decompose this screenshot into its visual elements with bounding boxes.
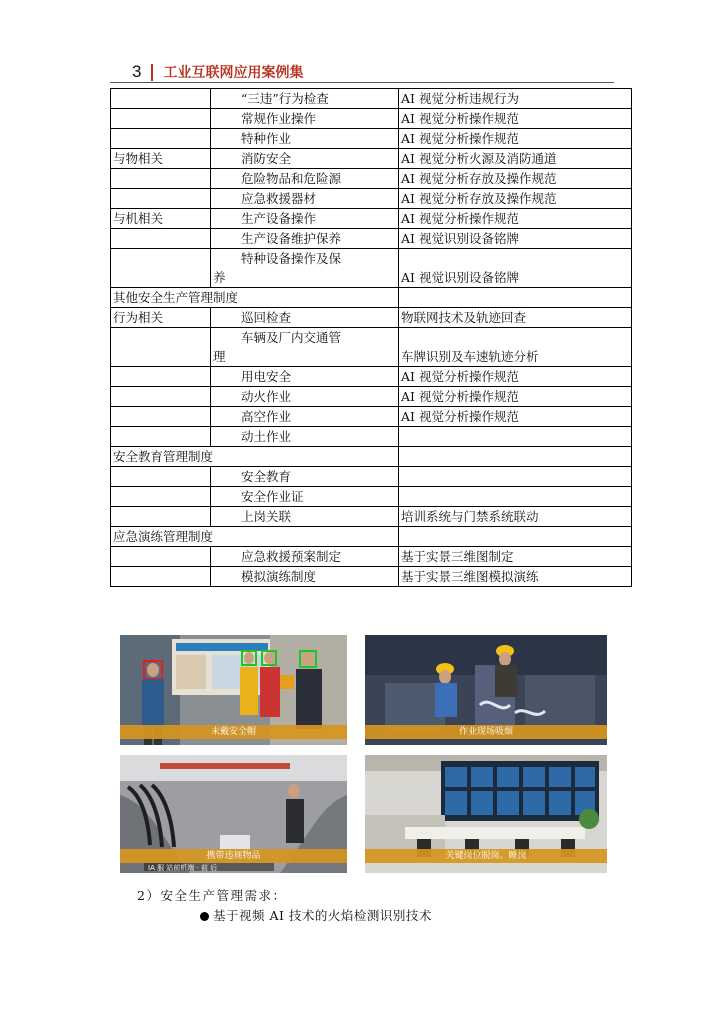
item-cell: “三违”行为检查	[211, 89, 399, 109]
method-cell: AI 视觉分析存放及操作规范	[399, 169, 632, 189]
item-cell: 应急救援器材	[211, 189, 399, 209]
method-cell: AI 视觉分析操作规范	[399, 407, 632, 427]
item-cell: 动土作业	[211, 427, 399, 447]
item-cell: 生产设备操作	[211, 209, 399, 229]
category-cell	[111, 507, 211, 527]
table-row	[111, 387, 632, 407]
item-cell	[211, 249, 399, 288]
table-row	[111, 109, 632, 129]
category-cell: 其他安全生产管理制度	[111, 288, 399, 308]
method-cell: AI 视觉分析操作规范	[399, 387, 632, 407]
table-row	[111, 308, 632, 328]
method-cell	[399, 427, 632, 447]
table-row	[111, 427, 632, 447]
method-cell	[399, 447, 632, 467]
item-cell: 特种作业	[211, 129, 399, 149]
category-cell	[111, 109, 211, 129]
camera-overlay-text: IA 服 站前机端 · 前 后	[148, 864, 218, 872]
method-cell: 基于实景三维图制定	[399, 547, 632, 567]
method-cell: 物联网技术及轨迹回查	[399, 308, 632, 328]
item-cell: 用电安全	[211, 367, 399, 387]
photo-caption: 未戴安全帽	[120, 725, 347, 739]
method-cell: AI 视觉分析操作规范	[399, 209, 632, 229]
item-cell: 模拟演练制度	[211, 567, 399, 587]
table-row	[111, 527, 632, 547]
table-row	[111, 149, 632, 169]
table-row	[111, 328, 632, 367]
section-heading-text: 2）安全生产管理需求：	[137, 888, 287, 903]
item-cell: 常规作业操作	[211, 109, 399, 129]
category-cell	[111, 229, 211, 249]
category-cell	[111, 89, 211, 109]
section-heading	[137, 886, 286, 904]
method-cell: AI 视觉识别设备铭牌	[399, 229, 632, 249]
bullet-dot-icon	[200, 912, 209, 921]
category-cell	[111, 467, 211, 487]
method-cell: 车牌识别及车速轨迹分析	[399, 328, 632, 367]
category-cell	[111, 567, 211, 587]
hardhat-detection-photo	[120, 635, 347, 745]
method-cell: 基于实景三维图模拟演练	[399, 567, 632, 587]
item-text-line2: 理	[213, 349, 226, 364]
table-row	[111, 209, 632, 229]
method-cell	[399, 487, 632, 507]
item-text-line2: 养	[213, 270, 226, 285]
item-cell: 安全作业证	[211, 487, 399, 507]
category-cell: 行为相关	[111, 308, 211, 328]
item-cell: 应急救援预案制定	[211, 547, 399, 567]
category-cell: 与物相关	[111, 149, 211, 169]
category-cell	[111, 387, 211, 407]
photo-caption: 作业现场吸烟	[365, 725, 607, 739]
method-cell	[399, 527, 632, 547]
table-row	[111, 288, 632, 308]
category-cell	[111, 407, 211, 427]
item-cell: 上岗关联	[211, 507, 399, 527]
item-cell	[211, 328, 399, 367]
method-cell: AI 视觉识别设备铭牌	[399, 249, 632, 288]
category-cell: 安全教育管理制度	[111, 447, 399, 467]
header-rule	[110, 82, 614, 83]
method-cell: AI 视觉分析操作规范	[399, 129, 632, 149]
method-cell	[399, 467, 632, 487]
table-row	[111, 447, 632, 467]
category-cell: 与机相关	[111, 209, 211, 229]
item-cell: 消防安全	[211, 149, 399, 169]
method-cell: 培训系统与门禁系统联动	[399, 507, 632, 527]
control-room-photo	[365, 755, 607, 873]
table-row	[111, 229, 632, 249]
page-header	[132, 62, 303, 82]
method-cell: AI 视觉分析操作规范	[399, 367, 632, 387]
page-number: 3	[132, 62, 142, 81]
document-title: 工业互联网应用案例集	[163, 65, 304, 81]
aerial-work-photo	[365, 635, 607, 745]
category-cell	[111, 129, 211, 149]
table-row	[111, 547, 632, 567]
table-row	[111, 129, 632, 149]
table-row	[111, 249, 632, 288]
category-cell	[111, 189, 211, 209]
category-cell	[111, 547, 211, 567]
table-row	[111, 567, 632, 587]
item-cell: 高空作业	[211, 407, 399, 427]
method-cell: AI 视觉分析存放及操作规范	[399, 189, 632, 209]
method-cell: AI 视觉分析违规行为	[399, 89, 632, 109]
table-row	[111, 189, 632, 209]
table-row	[111, 487, 632, 507]
photo-caption: 携带违规物品	[120, 849, 347, 863]
table-row	[111, 367, 632, 387]
category-cell	[111, 427, 211, 447]
method-cell: AI 视觉分析火源及消防通道	[399, 149, 632, 169]
table-row	[111, 169, 632, 189]
bullet-item	[200, 906, 432, 924]
category-cell	[111, 367, 211, 387]
category-cell	[111, 487, 211, 507]
method-cell: AI 视觉分析操作规范	[399, 109, 632, 129]
item-text-line1: 特种设备操作及保	[241, 251, 342, 266]
category-cell: 应急演练管理制度	[111, 527, 399, 547]
table-row	[111, 89, 632, 109]
category-cell	[111, 169, 211, 189]
item-cell: 危险物品和危险源	[211, 169, 399, 189]
table-row	[111, 407, 632, 427]
corridor-photo	[120, 755, 347, 873]
item-text-line1: 车辆及厂内交通管	[241, 330, 342, 345]
photo-caption: 关键岗位脱岗、睡岗	[365, 849, 607, 863]
table-row	[111, 507, 632, 527]
item-cell: 动火作业	[211, 387, 399, 407]
table-row	[111, 467, 632, 487]
safety-management-table	[110, 88, 632, 587]
category-cell	[111, 328, 211, 367]
category-cell	[111, 249, 211, 288]
item-cell: 安全教育	[211, 467, 399, 487]
header-divider	[151, 64, 153, 81]
item-cell: 巡回检查	[211, 308, 399, 328]
method-cell	[399, 288, 632, 308]
bullet-text: 基于视频 AI 技术的火焰检测识别技术	[213, 908, 432, 923]
item-cell: 生产设备维护保养	[211, 229, 399, 249]
